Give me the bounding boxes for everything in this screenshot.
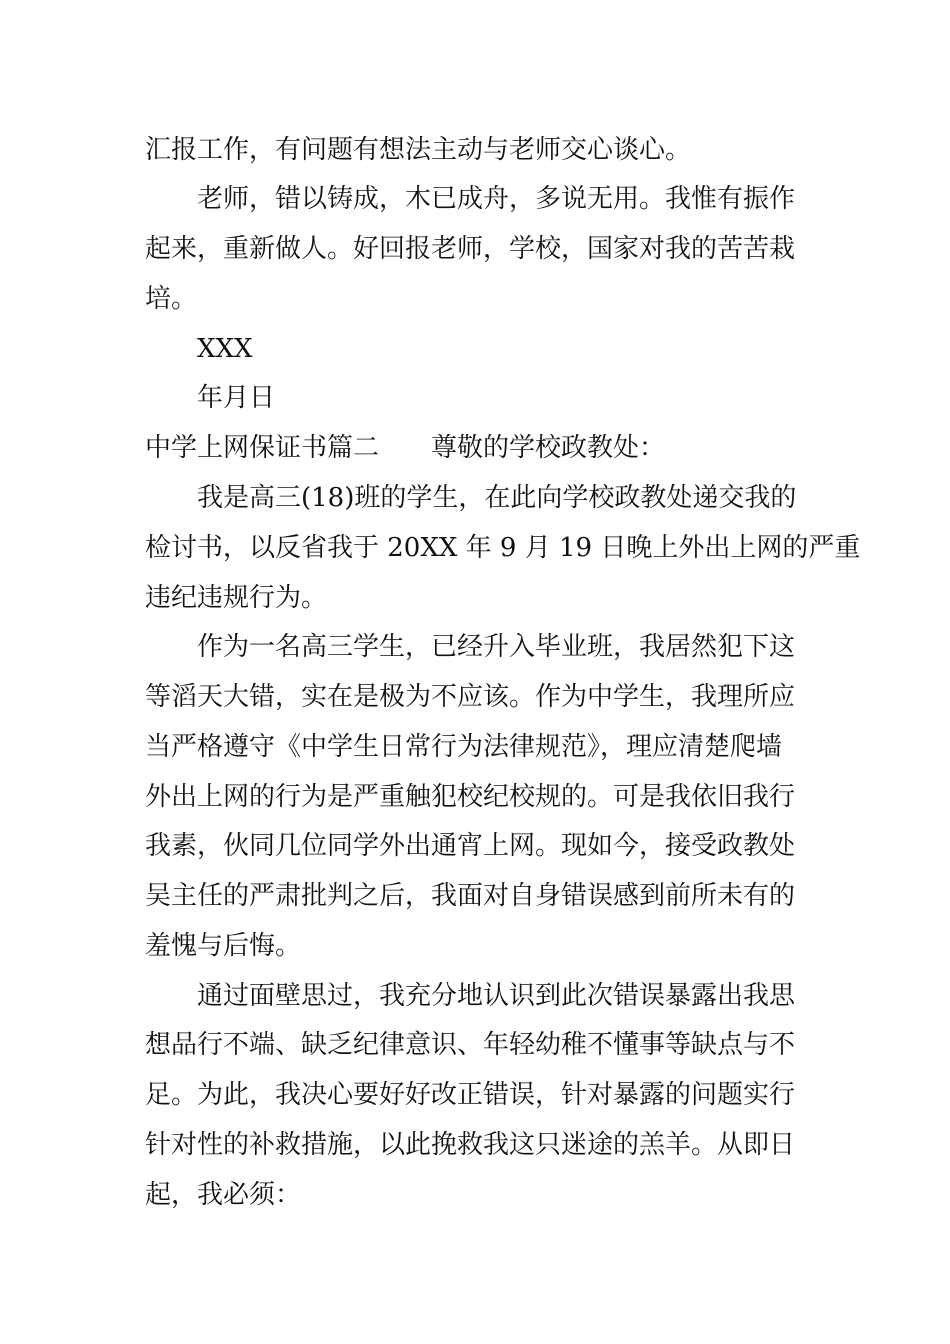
paragraph-line: 我是高三(18)班的学生，在此向学校政教处递交我的 xyxy=(197,483,797,513)
paragraph-line: 外出上网的行为是严重触犯校纪校规的。可是我依旧我行 xyxy=(145,782,796,812)
paragraph-line: 针对性的补救措施，以此挽救我这只迷途的羔羊。从即日 xyxy=(145,1130,796,1160)
paragraph-line: 想品行不端、缺乏纪律意识、年轻幼稚不懂事等缺点与不 xyxy=(145,1030,796,1060)
salutation: 尊敬的学校政教处： xyxy=(431,433,666,463)
section-title: 中学上网保证书篇二 xyxy=(145,433,380,463)
paragraph-line: 足。为此，我决心要好好改正错误，针对暴露的问题实行 xyxy=(145,1080,796,1110)
paragraph-line: 老师，错以铸成，木已成舟，多说无用。我惟有振作 xyxy=(197,184,796,214)
paragraph-line: 作为一名高三学生，已经升入毕业班，我居然犯下这 xyxy=(197,632,796,662)
signature-name: XXX xyxy=(197,334,253,364)
paragraph-line: 通过面壁思过，我充分地认识到此次错误暴露出我思 xyxy=(197,981,796,1011)
paragraph-line: 等滔天大错，实在是极为不应该。作为中学生，我理所应 xyxy=(145,682,796,712)
paragraph-line: 汇报工作，有问题有想法主动与老师交心谈心。 xyxy=(145,135,692,165)
paragraph-line: 羞愧与后悔。 xyxy=(145,931,302,961)
paragraph-line: 起来，重新做人。好回报老师，学校，国家对我的苦苦栽 xyxy=(145,234,796,264)
paragraph-line: 我素，伙同几位同学外出通宵上网。现如今，接受政教处 xyxy=(145,831,796,861)
signature-date: 年月日 xyxy=(197,383,276,413)
paragraph-line: 培。 xyxy=(145,284,198,314)
paragraph-line: 吴主任的严肃批判之后，我面对自身错误感到前所未有的 xyxy=(145,881,796,911)
paragraph-line: 检讨书，以反省我于 20XX 年 9 月 19 日晚上外出上网的严重 xyxy=(145,533,861,563)
section-heading-line xyxy=(0,431,950,465)
paragraph-line: 起，我必须： xyxy=(145,1180,302,1210)
paragraph-line: 当严格遵守《中学生日常行为法律规范》，理应清楚爬墙 xyxy=(145,732,783,762)
paragraph-line: 违纪违规行为。 xyxy=(145,583,328,613)
